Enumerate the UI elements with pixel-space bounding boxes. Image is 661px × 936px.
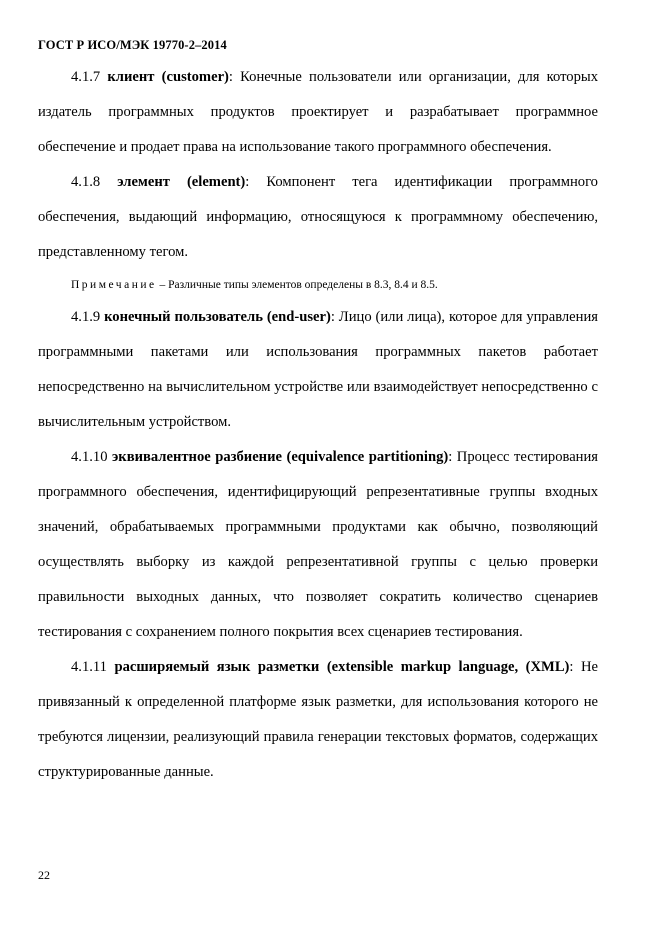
note-text: Различные типы элементов определены в 8.3, 8.4 и 8.5. [168, 279, 438, 291]
standard-header: ГОСТ Р ИСО/МЭК 19770-2–2014 [38, 38, 227, 52]
term-number: 4.1.7 [71, 69, 101, 85]
term-name: элемент (element) [117, 174, 246, 190]
term-entry [38, 440, 598, 650]
term-name: конечный пользователь (end-user) [104, 309, 331, 325]
term-number: 4.1.9 [71, 309, 101, 325]
note [38, 270, 598, 300]
term-entry [38, 650, 598, 790]
note-label: Примечание [71, 279, 157, 291]
term-definition: : Конечные пользователи или организации, для которых издатель программных продуктов проектирует и разрабатывает программное обеспечение и продает права на использование такого программного обеспечения. [38, 69, 598, 155]
term-definition: : Лицо (или лица), которое для управления программными пакетами или использования программных пакетов работает непосредственно на вычислительном устройстве или взаимодействует непосредственно с вычислительным устройством. [38, 309, 598, 430]
term-definition: : Не привязанный к определенной платформе язык разметки, для использования которого не требуются лицензии, реализующий правила генерации текстовых форматов, содержащих структурированные данные. [38, 659, 598, 780]
term-name: эквивалентное разбиение (equivalence partitioning) [111, 449, 449, 465]
term-name: расширяемый язык разметки (extensible markup language, (XML) [114, 659, 570, 675]
page-number: 22 [38, 868, 50, 882]
term-number: 4.1.8 [71, 174, 101, 190]
term-number: 4.1.11 [71, 659, 107, 675]
term-entry [38, 300, 598, 440]
document-body [38, 60, 598, 790]
term-entry [38, 165, 598, 270]
term-name: клиент (customer) [107, 69, 229, 85]
term-definition: : Процесс тестирования программного обеспечения, идентифицирующий репрезентативные группы входных значений, обрабатываемых программными продуктами как обычно, позволяющий осуществлять выборку из каждой репрезентативной группы с целью проверки правильности выходных данных, что позволяет сократить количество сценариев тестирования с сохранением полного покрытия всех сценариев тестирования. [38, 449, 598, 640]
term-definition: : Компонент тега идентификации программного обеспечения, выдающий информацию, относящуюся к программному обеспечению, представленному тегом. [38, 174, 598, 260]
term-number: 4.1.10 [71, 449, 108, 465]
note-dash: – [156, 279, 169, 291]
term-entry [38, 60, 598, 165]
